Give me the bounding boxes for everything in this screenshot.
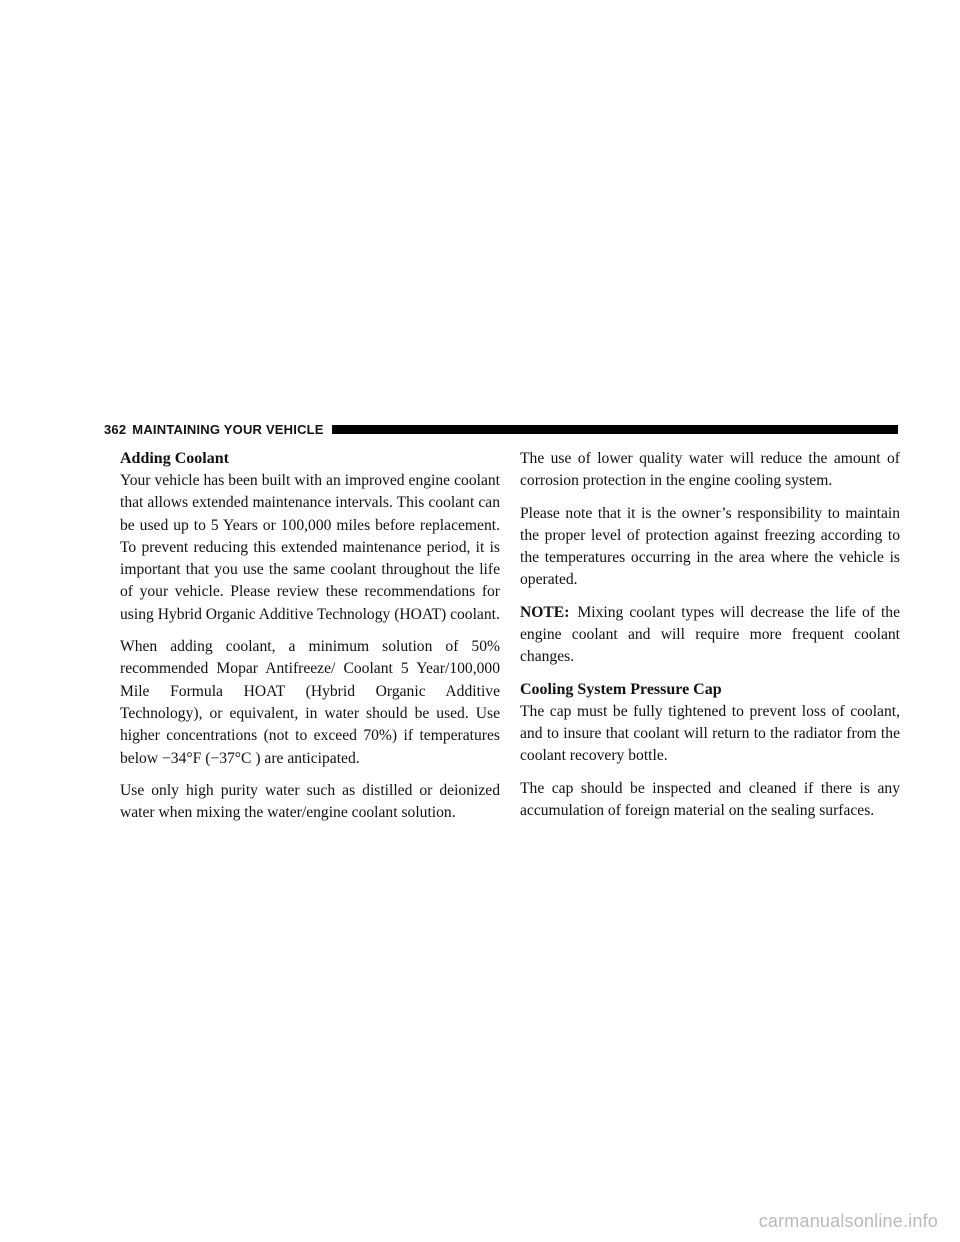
page-number: 362 xyxy=(104,421,127,437)
header-rule xyxy=(332,425,898,434)
heading-pressure-cap: Cooling System Pressure Cap xyxy=(520,680,722,698)
paragraph: The cap should be inspected and cleaned if there is any accumulation of foreign material on the sealing surfaces. xyxy=(520,779,900,819)
section-title: MAINTAINING YOUR VEHICLE xyxy=(132,421,324,437)
watermark: carmanualsonline.info xyxy=(758,1211,938,1231)
paragraph: Please note that it is the owner’s responsibility to maintain the proper level of protection against freezing according to the temperatures occurring in the area where the vehicle is operated. xyxy=(520,504,900,589)
paragraph: The use of lower quality water will reduce the amount of corrosion protection in the engine cooling system. xyxy=(520,450,900,490)
paragraph: Your vehicle has been built with an improved engine coolant that allows extended maintenance intervals. This coolant can be used up to 5 Years or 100,000 miles before replacement. To prevent reducing this extended maintenance period, it is important that you use the same coolant throughout the life of your vehicle. Please review these recommendations for using Hybrid Organic Additive Technology (HOAT) coolant. xyxy=(120,472,500,623)
paragraph: When adding coolant, a minimum solution of 50% recommended Mopar Antifreeze/ Coolant 5 Year/100,000 Mile Formula HOAT (Hybrid Organic Additive Technology), or equivalent, in water should be used. Use higher concentrations (not to exceed 70%) if temperatures below −34°F (−37°C ) are anticipated. xyxy=(120,638,500,767)
left-column xyxy=(120,448,500,834)
right-column xyxy=(520,448,900,832)
note-label: NOTE: xyxy=(520,603,570,621)
note-paragraph xyxy=(520,602,900,669)
paragraph: The cap must be fully tightened to prevent loss of coolant, and to insure that coolant will return to the radiator from the coolant recovery bottle. xyxy=(520,702,900,765)
heading-adding-coolant: Adding Coolant xyxy=(120,450,229,467)
note-text: Mixing coolant types will decrease the life of the engine coolant and will require more frequent coolant changes. xyxy=(520,603,900,666)
paragraph: Use only high purity water such as distilled or deionized water when mixing the water/engine coolant solution. xyxy=(120,781,500,822)
page-header xyxy=(104,421,898,437)
